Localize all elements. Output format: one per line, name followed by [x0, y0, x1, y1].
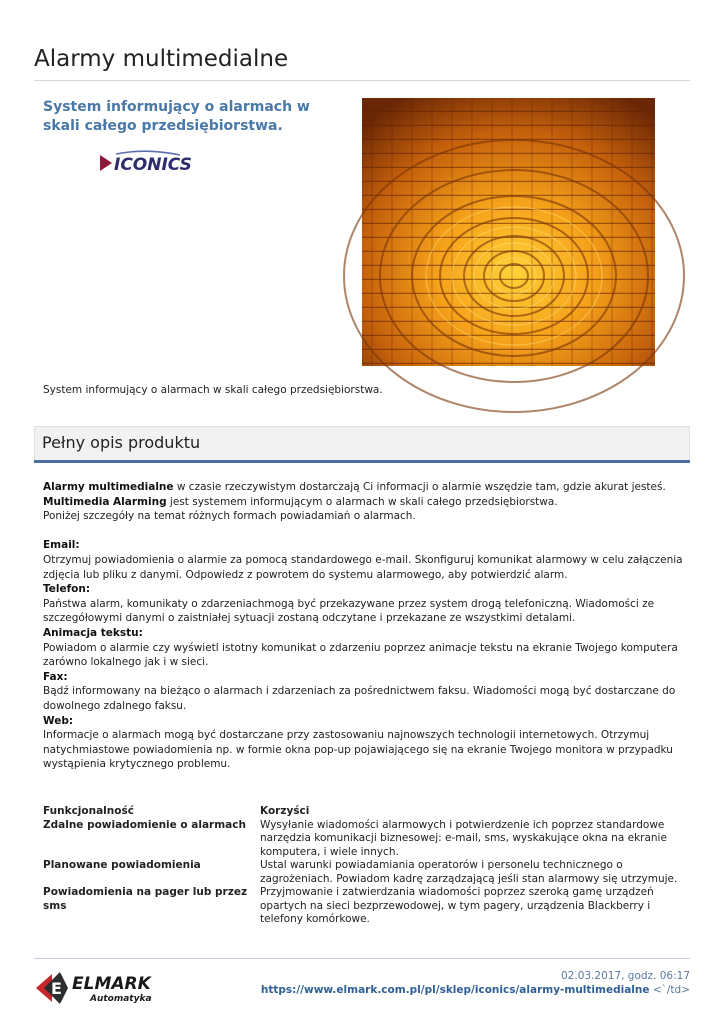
- channel-text: Państwa alarm, komunikaty o zdarzeniachmogą być przekazywane przez system drogą telefoniczną. Wiadomości ze szczegółowymi danymi o zaistniałej sytuacji zostaną odczytane i przekazane ze wszystkimi detalami.: [43, 597, 655, 625]
- section-header: [34, 426, 690, 460]
- feature-benefit: Ustal warunki powiadamiania operatorów i personelu technicznego o zagrożeniach. Powiadom kadrę zarządzającą jeśli stan alarmowy się utrzymuje.: [260, 859, 678, 885]
- intro-line-1: Alarmy multimedialne w czasie rzeczywistym dostarczają Ci informacji o alarmie wszędzie tam, gdzie akurat jesteś.: [43, 481, 666, 493]
- iconics-logo-text: ICONICS: [114, 155, 192, 175]
- url-suffix: <`/td>: [649, 984, 690, 996]
- footer-url: [261, 984, 690, 996]
- channel-label: Telefon:: [43, 583, 91, 596]
- short-description: System informujący o alarmach w skali całego przedsiębiorstwa.: [43, 384, 383, 396]
- feature-name: Planowane powiadomienia: [43, 859, 201, 871]
- footer-divider: [34, 958, 690, 959]
- feature-name: Zdalne powiadomienie o alarmach: [43, 818, 246, 831]
- iconics-logo: [98, 146, 192, 184]
- product-subtitle: System informujący o alarmach w skali całego przedsiębiorstwa.: [43, 99, 310, 134]
- feature-benefit: Przyjmowanie i zatwierdzania wiadomości poprzez szeroką gamę urządzeń opartych na sieci bezprzewodowej, w tym pagery, urządzenia Blackberry i telefony komórkowe.: [260, 886, 654, 925]
- elmark-logo-text: ELMARK: [72, 974, 151, 994]
- channel-text: Otrzymuj powiadomienia o alarmie za pomocą standardowego e-mail. Skonfiguruj komunikat alarmowy w celu załączenia zdjęcia lub pliku z danymi. Odpowiedz z powrotem do systemu alarmowego, aby potwierdzić alarm.: [43, 553, 683, 581]
- elmark-logo-subtext: Automatyka: [90, 994, 152, 1004]
- table-header-row: [43, 805, 688, 819]
- elmark-logo: [34, 968, 164, 1012]
- table-row: [43, 819, 688, 860]
- channel-text: Bądź informowany na bieżąco o alarmach i zdarzeniach za pośrednictwem faksu. Wiadomości mogą być dostarczane do dowolnego zdalnego faksu.: [43, 685, 676, 712]
- header-benefits: Korzyści: [260, 805, 310, 817]
- table-row: [43, 886, 688, 927]
- channel-text: Powiadom o alarmie czy wyświetl istotny komunikat o zdarzeniu poprzez animacje tekstu na ekranie Twojego komputera zarówno lokalnego jak i w sieci.: [43, 641, 678, 669]
- svg-text:E: E: [51, 979, 62, 998]
- channel-text: Informacje o alarmach mogą być dostarczane przy zastosowaniu najnowszych technologii internetowych. Otrzymuj natychmiastowe powiadomienia np. w formie okna pop-up pojawiającego się na ekranie Twojego monitora w przypadku wystąpienia krytycznego problemu.: [43, 729, 673, 771]
- channel-label: Web:: [43, 714, 74, 727]
- channel-label: Animacja tekstu:: [43, 626, 143, 639]
- table-row: [43, 859, 688, 886]
- section-underline: [34, 460, 690, 463]
- page-title: Alarmy multimedialne: [34, 46, 289, 72]
- title-divider: [34, 80, 690, 81]
- print-date: 02.03.2017, godz. 06:17: [561, 970, 690, 982]
- feature-benefit: Wysyłanie wiadomości alarmowych i potwierdzenie ich poprzez standardowe narzędzia komunikacji biznesowej: e-mail, sms, wyskakujące okna na ekranie komputera, i wiele innych.: [260, 818, 667, 858]
- channel-label: Email:: [43, 539, 80, 552]
- channel-label: Fax:: [43, 670, 68, 683]
- product-image: [362, 98, 655, 366]
- feature-name: Powiadomienia na pager lub przez sms: [43, 886, 248, 912]
- header-functionality: Funkcjonalność: [43, 805, 134, 817]
- intro-line-2: Multimedia Alarming jest systemem informującym o alarmach w skali całego przedsiębiorstwa.: [43, 495, 558, 508]
- full-description: [43, 480, 683, 772]
- features-table: [43, 805, 688, 927]
- section-heading: Pełny opis produktu: [42, 433, 201, 452]
- intro-line-3: Poniżej szczegóły na temat różnych formach powiadamiań o alarmach.: [43, 510, 416, 523]
- product-url-link[interactable]: https://www.elmark.com.pl/pl/sklep/iconics/alarmy-multimedialne: [260, 984, 650, 996]
